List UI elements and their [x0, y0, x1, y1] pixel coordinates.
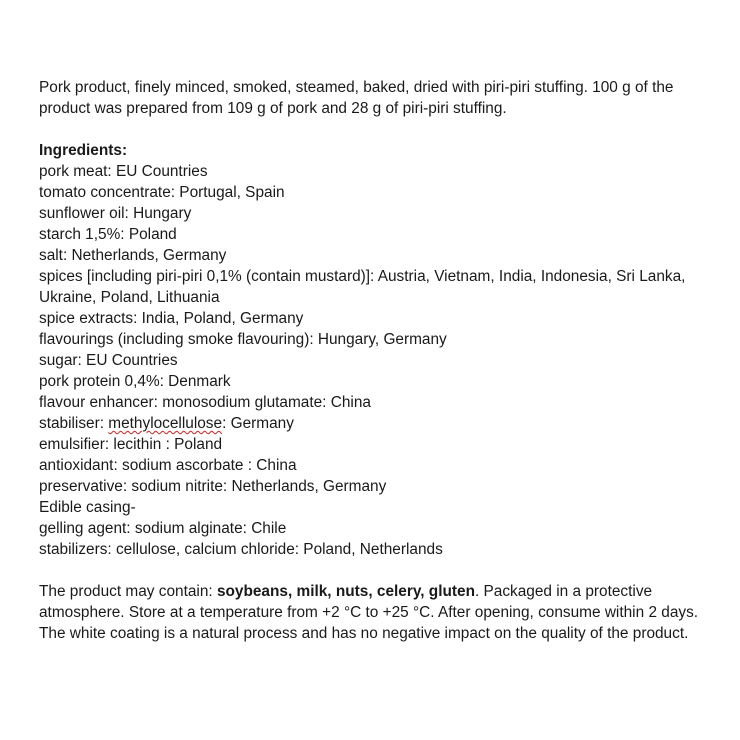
ingredient-item: starch 1,5%: Poland [39, 226, 177, 243]
ingredient-item: sugar: EU Countries [39, 352, 178, 369]
ingredient-item: tomato concentrate: Portugal, Spain [39, 184, 285, 201]
ingredient-item: sunflower oil: Hungary [39, 205, 192, 222]
ingredient-item: pork protein 0,4%: Denmark [39, 373, 231, 390]
ingredient-suffix: : Germany [222, 415, 294, 432]
ingredients-list [39, 161, 719, 560]
ingredient-item: emulsifier: lecithin : Poland [39, 436, 223, 453]
ingredient-item: flavour enhancer: monosodium glutamate: China [39, 394, 371, 411]
document-body [39, 77, 719, 644]
product-description: Pork product, finely minced, smoked, steamed, baked, dried with piri-piri stuffing. 100 g of the product was prepared from 109 g of pork and 28 g of piri-piri stuffing. [39, 79, 674, 117]
storage-paragraph [39, 581, 719, 644]
ingredient-item: flavourings (including smoke flavouring): Hungary, Germany [39, 331, 447, 348]
ingredient-prefix: stabiliser: [39, 415, 109, 432]
ingredient-item: spice extracts: India, Poland, Germany [39, 310, 304, 327]
ingredient-item: preservative: sodium nitrite: Netherlands, Germany [39, 478, 387, 495]
spellcheck-flagged-word[interactable]: methylocellulose [108, 415, 223, 432]
ingredient-item: salt: Netherlands, Germany [39, 247, 227, 264]
ingredient-item: Edible casing- [39, 499, 136, 516]
allergen-list: soybeans, milk, nuts, celery, gluten [216, 583, 475, 600]
ingredient-item: antioxidant: sodium ascorbate : China [39, 457, 297, 474]
ingredient-item: stabilizers: cellulose, calcium chloride: Poland, Netherlands [39, 541, 443, 558]
ingredient-item [39, 413, 719, 434]
ingredient-item: gelling agent: sodium alginate: Chile [39, 520, 287, 537]
spacer [39, 119, 719, 140]
ingredient-item: pork meat: EU Countries [39, 163, 208, 180]
spacer [39, 560, 719, 581]
storage-text: . Packaged in a protective atmosphere. Store at a temperature from +2 °C to +25 °C. After opening, consume within 2 days. The white coating is a natural process and has no negative impact on the quality of the product. [39, 583, 699, 642]
allergen-intro: The product may contain: [39, 583, 217, 600]
ingredient-item: spices [including piri-piri 0,1% (contain mustard)]: Austria, Vietnam, India, Indonesia, Sri Lanka, Ukraine, Poland, Lithuania [39, 268, 686, 306]
ingredients-heading: Ingredients: [39, 142, 128, 159]
